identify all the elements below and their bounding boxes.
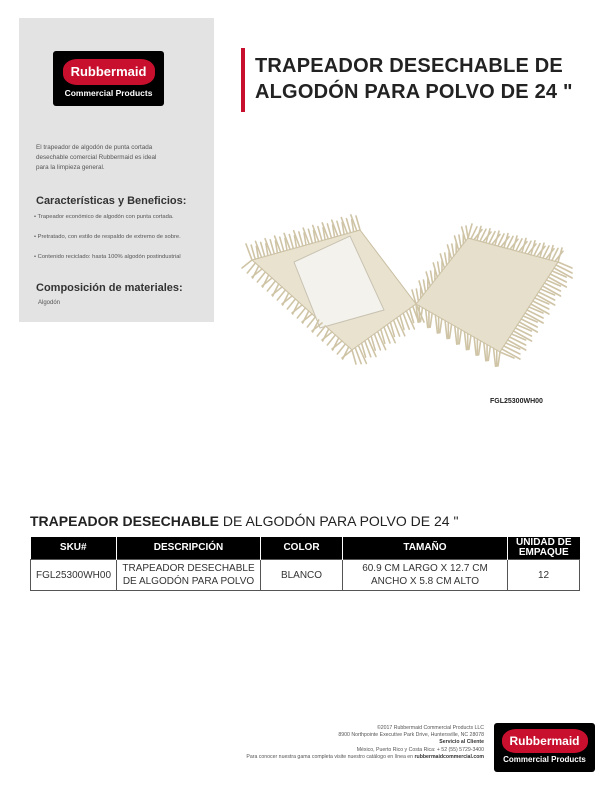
cell-sku: FGL25300WH00 (31, 560, 117, 591)
logo-wordmark: Rubbermaid (63, 59, 155, 85)
rubbermaid-logo (53, 51, 164, 106)
footer-contact: ©2017 Rubbermaid Commercial Products LLC 8900 Northpointe Executive Park Drive, Huntersville, NC 28078 Servicio al Cliente México, Puerto Rico y Costa Rica: + 52 (55) 5729-3400 Para conocer nuestra gama completa visite nuestro catálogo en línea en rubbermaidcommercial.com (246, 725, 484, 760)
header-description: DESCRIPCIÓN (117, 537, 261, 560)
cell-pack-unit: 12 (508, 560, 580, 591)
spec-table (30, 537, 580, 591)
features-list (34, 213, 209, 273)
header-pack-unit: UNIDAD DE EMPAQUE (508, 537, 580, 560)
features-heading: Características y Beneficios: (36, 195, 187, 207)
cell-size: 60.9 CM LARGO X 12.7 CM ANCHO X 5.8 CM ALTO (343, 560, 508, 591)
materials-heading: Composición de materiales: (36, 282, 183, 294)
cell-color: BLANCO (261, 560, 343, 591)
header-sku: SKU# (31, 537, 117, 560)
logo-subtitle: Commercial Products (64, 88, 153, 98)
header-size: TAMAÑO (343, 537, 508, 560)
table-header-row (31, 537, 580, 560)
title-accent-bar (241, 48, 245, 112)
product-intro: El trapeador de algodón de punta cortada desechable comercial Rubbermaid es ideal para la limpieza general. (36, 144, 157, 171)
logo-subtitle: Commercial Products (503, 755, 586, 764)
spec-table-title: TRAPEADOR DESECHABLE DE ALGODÓN PARA POLVO DE 24 " (30, 513, 459, 529)
cell-description: TRAPEADOR DESECHABLE DE ALGODÓN PARA POLVO (117, 560, 261, 591)
header-color: COLOR (261, 537, 343, 560)
table-row (31, 560, 580, 591)
feature-item: • Contenido reciclado: hasta 100% algodón postindustrial (34, 254, 181, 260)
product-sku-caption: FGL25300WH00 (490, 398, 543, 405)
feature-item: • Trapeador económico de algodón con punta cortada. (34, 214, 174, 220)
feature-item: • Pretratado, con estilo de respaldo de extremo de sobre. (34, 234, 181, 240)
website-link[interactable]: rubbermaidcommercial.com (414, 753, 484, 760)
dust-mop-head-image (238, 212, 600, 367)
materials-value: Algodón (38, 300, 61, 306)
logo-wordmark: Rubbermaid (502, 729, 588, 753)
page-title: TRAPEADOR DESECHABLE DE ALGODÓN PARA POLVO DE 24 " (255, 55, 573, 103)
rubbermaid-logo-footer (494, 723, 595, 772)
